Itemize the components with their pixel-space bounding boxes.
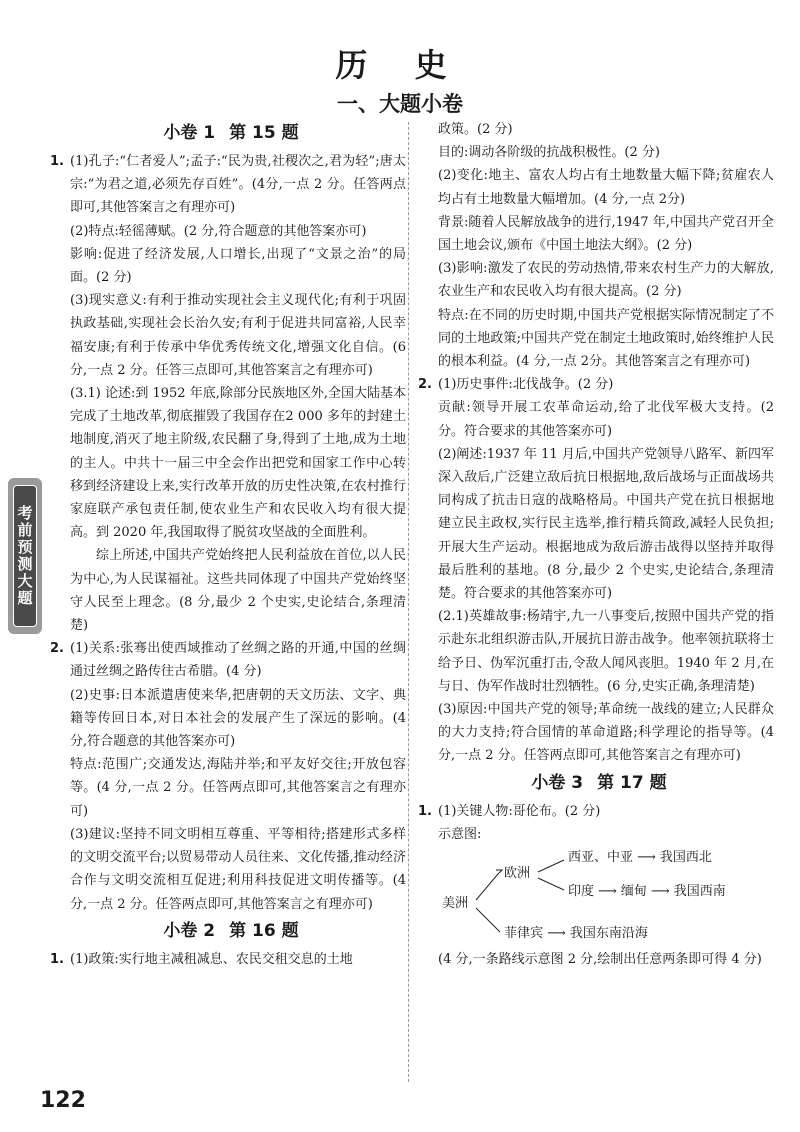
side-tab-label: 考前预测大题 xyxy=(13,485,37,627)
sub-section-question: 第 17 题 xyxy=(597,772,667,793)
question-number: 2. xyxy=(418,377,432,393)
answer-paragraph: (3.1) 论述:到 1952 年底,除部分民族地区外,全国大陆基本完成了土地改革,彻底摧毁了我国存在2 000 多年的封建土地制度,消灭了地主阶级,农民翻了身,得到了土地,成为土地的主人。中共十一届三中全会作出把党和国家工作中心转移到经济建设上来,实行改革开放的历史性决策,在农村推行家庭联产承包责任制,使农业生产和农民收入均有很大提高。到 2020 年,我国取得了脱贫攻坚战的全面胜利。 xyxy=(70,386,406,541)
route-southeast: 菲律宾 ⟶ 我国东南沿海 xyxy=(504,926,648,942)
page-number: 122 xyxy=(40,1088,86,1113)
right-column xyxy=(418,118,774,971)
question-1-continued xyxy=(424,118,774,373)
answer-paragraph: 目的:调动各阶级的抗战积极性。(2 分) xyxy=(438,145,660,161)
node-europe: 欧洲 xyxy=(504,866,531,882)
left-column xyxy=(50,118,406,971)
sub-section-title-2 xyxy=(56,918,406,944)
answer-paragraph: 综上所述,中国共产党始终把人民利益放在首位,以人民为中心,为人民谋福祉。这些共同体现了中国共产党始终坚守人民至上理念。(8 分,最少 2 个史实,史论结合,条理清楚) xyxy=(70,548,406,634)
answer-paragraph: 背景:随着人民解放战争的进行,1947 年,中国共产党召开全国土地会议,颁布《中国土地法大纲》。(2 分) xyxy=(438,214,774,254)
answer-paragraph: 特点:在不同的历史时期,中国共产党根据实际情况制定了不同的土地政策;中国共产党在制定土地政策时,始终维护人民的根本利益。(4 分,一点 2分。其他答案言之有理亦可) xyxy=(438,307,774,370)
answer-paragraph: (1)关系:张骞出使西域推动了丝绸之路的开通,中国的丝绸通过丝绸之路传往古希腊。(4 分) xyxy=(70,641,406,680)
question-number: 1. xyxy=(50,154,64,169)
answer-paragraph: (2)史事:日本派遣唐使来华,把唐朝的天文历法、文字、典籍等传回日本,对日本社会的发展产生了深远的影响。(4 分,符合题意的其他答案亦可) xyxy=(70,687,406,750)
question-2 xyxy=(50,637,406,915)
question-2 xyxy=(418,373,774,767)
question-1 xyxy=(50,948,406,971)
answer-paragraph: (3)影响:激发了农民的劳动热情,带来农村生产力的大解放,农业生产和农民收入均有很大提高。(2 分) xyxy=(438,261,774,300)
branch-line xyxy=(476,908,500,932)
answer-paragraph: (2)阐述:1937 年 11 月后,中国共产党领导八路军、新四军深入敌后,广泛建立敌后抗日根据地,敌后战场与正面战场共同构成了抗击日寇的战略格局。中国共产党在抗日根据地建立民主政权,实行民主选举,推行精兵简政,减轻人民负担;开展大生产运动。根据地成为敌后游击战得以坚持并取得最后胜利的基地。(8 分,最少 2 个史实,史论结合,条理清楚。符合要求的其他答案亦可) xyxy=(438,446,774,602)
page-title: 历 史 xyxy=(335,46,465,84)
answer-paragraph: (1)历史事件:北伐战争。(2 分) xyxy=(438,377,614,393)
answer-paragraph: (1)孔子:“仁者爱人”;孟子:“民为贵,社稷次之,君为轻”;唐太宗:“为君之道,必须先存百姓”。(4分,一点 2 分。任答两点即可,其他答案言之有理亦可) xyxy=(70,154,406,216)
route-diagram xyxy=(438,848,774,944)
side-tab xyxy=(8,478,42,634)
answer-paragraph: (3)原因:中国共产党的领导;革命统一战线的建立;人民群众的大力支持;符合国情的革命道路;科学理论的指导等。(4 分,一点 2 分。任答两点即可,其他答案言之有理亦可) xyxy=(438,702,774,764)
branch-line xyxy=(476,874,498,900)
sub-section-title-3 xyxy=(424,770,774,796)
sub-section-label: 小卷 3 xyxy=(531,772,584,793)
answer-paragraph: 政策。(2 分) xyxy=(438,122,513,137)
answer-paragraph: (1)关键人物:哥伦布。(2 分) xyxy=(438,803,601,819)
arrowhead xyxy=(496,870,502,874)
answer-paragraph: 示意图: xyxy=(438,826,482,842)
sub-section-question: 第 16 题 xyxy=(229,920,299,941)
column-divider xyxy=(408,122,409,1082)
answer-paragraph: (3)现实意义:有利于推动实现社会主义现代化;有利于巩固执政基础,实现社会长治久安;有利于促进共同富裕,人民幸福安康;有利于传承中华优秀传统文化,增强文化自信。(6 分,一点 2 分。任答三点即可,其他答案言之有理亦可) xyxy=(70,293,406,378)
node-americas: 美洲 xyxy=(442,896,469,912)
answer-paragraph: 特点:范围广;交通发达,海陆并举;和平友好交往;开放包容等。(4 分,一点 2 分。任答两点即可,其他答案言之有理亦可) xyxy=(70,757,406,819)
answer-paragraph: (4 分,一条路线示意图 2 分,绘制出任意两条即可得 4 分) xyxy=(438,952,762,968)
answer-paragraph: 贡献:领导开展工农革命运动,给了北伐军极大支持。(2 分。符合要求的其他答案亦可) xyxy=(438,400,774,439)
question-number: 2. xyxy=(50,641,64,657)
branch-line xyxy=(538,860,564,872)
answer-paragraph: (2.1)英雄故事:杨靖宇,九一八事变后,按照中国共产党的指示赴东北组织游击队,开展抗日游击战争。他率领抗联将士给予日、伪军沉重打击,令敌人闻风丧胆。1940 年 2 月,在与日、伪军作战时壮烈牺牲。(6 分,史实正确,条理清楚) xyxy=(438,609,774,694)
route-northwest: 西亚、中亚 ⟶ 我国西北 xyxy=(568,850,712,866)
branch-line xyxy=(538,878,564,890)
answer-paragraph: (3)建议:坚持不同文明相互尊重、平等相待;搭建形式多样的文明交流平台;以贸易带动人员往来、文化传播,推动经济合作与文明交流相互促进;利用科技促进文明传播等。(4 分,一点 2 分。任答两点即可,其他答案言之有理亦可) xyxy=(70,826,406,912)
sub-section-question: 第 15 题 xyxy=(229,123,299,143)
answer-paragraph: (2)特点:轻徭薄赋。(2 分,符合题意的其他答案亦可) xyxy=(70,223,367,239)
question-number: 1. xyxy=(418,803,432,819)
question-1 xyxy=(418,800,774,972)
answer-paragraph: 影响:促进了经济发展,人口增长,出现了“文景之治”的局面。(2 分) xyxy=(70,246,406,286)
sub-section-label: 小卷 1 xyxy=(163,123,216,143)
answer-paragraph: (1)政策:实行地主减租减息、农民交租交息的土地 xyxy=(70,951,353,967)
question-1 xyxy=(50,150,406,637)
question-number: 1. xyxy=(50,951,64,967)
answer-paragraph: (2)变化:地主、富农人均占有土地数量大幅下降;贫雇农人均占有土地数量大幅增加。(4 分,一点 2分) xyxy=(438,168,774,207)
sub-section-label: 小卷 2 xyxy=(163,920,216,941)
route-southwest: 印度 ⟶ 缅甸 ⟶ 我国西南 xyxy=(568,884,726,900)
section-title: 一、大题小卷 xyxy=(337,92,463,116)
sub-section-title-1 xyxy=(56,120,406,146)
